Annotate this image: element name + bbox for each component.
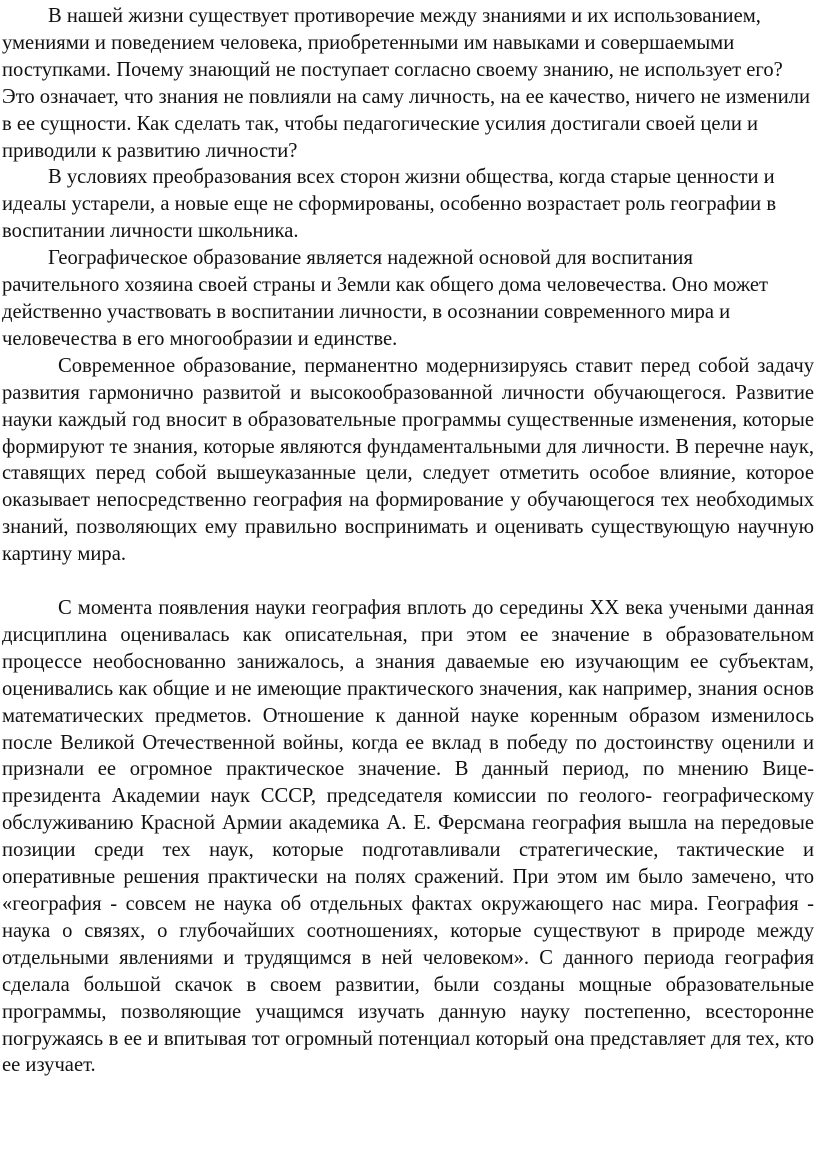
paragraph-spacer	[2, 568, 814, 595]
paragraph-1: В нашей жизни существует противоречие между знаниями и их использованием, умениями и поведением человека, приобретенными им навыками и совершаемыми поступками. Почему знающий не поступает согласно своему знанию, не использует его? Это означает, что знания не повлияли на саму личность, на ее качество, ничего не изменили в ее сущности. Как сделать так, чтобы педагогические усилия достигали своей цели и приводили к развитию личности?	[2, 5, 811, 162]
paragraph-5: С момента появления науки география вплоть до середины XX века учеными данная дисциплина оценивалась как описательная, при этом ее значение в образовательном процессе необоснованно занижалось, а знания даваемые ею изучающим ее субъектам, оценивались как общие и не имеющие практического значения, как например, знания основ математических предметов. Отношение к данной науке коренным образом изменилось после Великой Отечественной войны, когда ее вклад в победу по достоинству оценили и признали ее огромное практическое значение. В данный период, по мнению Вице-президента Академии наук СССР, председателя комиссии по геолого- географическому обслуживанию Красной Армии академика А. Е. Ферсмана география вышла на передовые позиции среди тех наук, которые подготавливали стратегические, тактические и оперативные решения практически на полях сражений. При этом им было замечено, что «география - совсем не наука об отдельных фактах окружающего нас мира. География - наука о связях, о глубочайших соотношениях, которые существуют в природе между отдельными явлениями и трудящимся в ней человеком». С данного периода география сделала большой скачок в своем развитии, были созданы мощные образовательные программы, позволяющие учащимся изучать данную науку постепенно, всесторонне погружаясь в ее и впитывая тот огромный потенциал который она представляет для тех, кто ее изучает.	[2, 597, 814, 1077]
paragraph-2: В условиях преобразования всех сторон жизни общества, когда старые ценности и идеалы устарели, а новые еще не сформированы, особенно возрастает роль географии в воспитании личности школьника.	[2, 166, 777, 243]
paragraph-3: Географическое образование является надежной основой для воспитания рачительного хозяина своей страны и Земли как общего дома человечества. Оно может действенно участвовать в воспитании личности, в осознании современного мира и человечества в его многообразии и единстве.	[2, 247, 769, 350]
paragraph-4: Современное образование, перманентно модернизируясь ставит перед собой задачу развития гармонично развитой и высокообразованной личности обучающегося. Развитие науки каждый год вносит в образовательные программы существенные изменения, которые формируют те знания, которые являются фундаментальными для личности. В перечне наук, ставящих перед собой вышеуказанные цели, следует отметить особое влияние, которое оказывает непосредственно география на формирование у обучающегося тех необходимых знаний, позволяющих ему правильно воспринимать и оценивать существующую научную картину мира.	[2, 354, 814, 566]
